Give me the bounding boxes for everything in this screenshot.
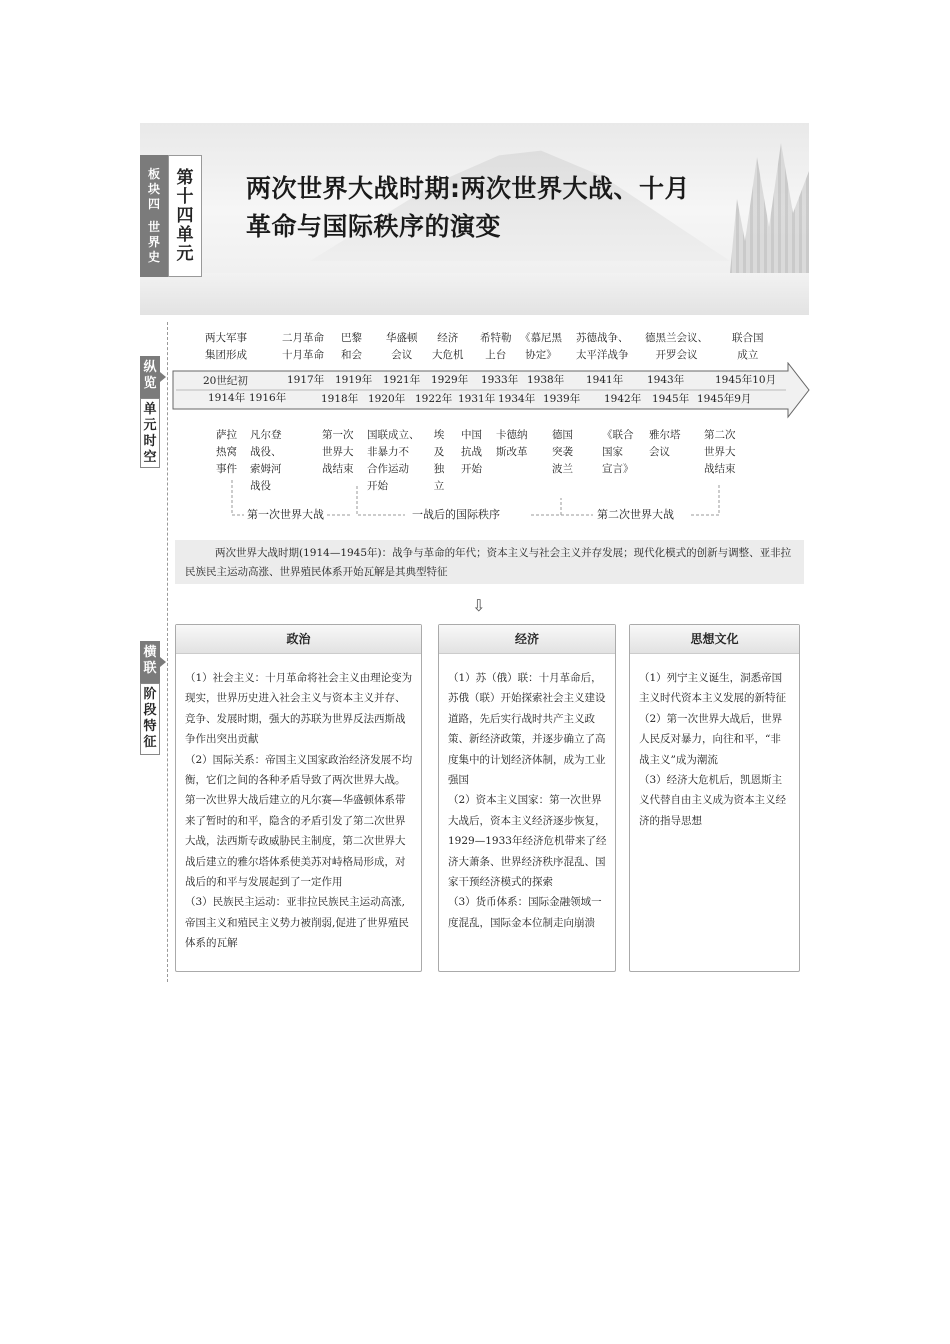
event-label: 中国 抗战 开始 <box>461 429 482 475</box>
event-label: 卡德纳 斯改革 <box>496 429 528 458</box>
tab-char: 空 <box>143 450 157 465</box>
event-label: 凡尔登 战役、 索姆河 战役 <box>250 429 282 492</box>
title-line: 革命与国际秩序的演变 <box>246 212 502 241</box>
link-tab-top <box>140 641 160 683</box>
unit-char: 单 <box>176 224 194 245</box>
column-paragraph: （2）资本主义国家：第一次世界大战后，资本主义经济逐步恢复，1929—1933年经济危机带来了经济大萧条、世界经济秩序混乱、国家干预经济模式的探索 <box>448 794 607 889</box>
column-culture <box>629 624 800 972</box>
year-label: 1933年 <box>481 374 519 386</box>
tab-char: 纵 <box>143 360 157 375</box>
event-label: 华盛顿 会议 <box>386 332 418 361</box>
year-label: 1939年 <box>543 393 581 405</box>
unit-char: 十 <box>176 186 194 207</box>
column-title: 思想文化 <box>630 625 799 654</box>
year-label: 1945年10月 <box>715 374 777 386</box>
event-label: 联合国 成立 <box>732 332 764 361</box>
tab-char: 征 <box>143 735 157 750</box>
column-paragraph: （2）第一次世界大战后，世界人民反对暴力，向往和平，“非战主义”成为潮流 <box>639 712 783 766</box>
board-char: 板 <box>147 167 160 181</box>
column-politics <box>175 624 422 972</box>
event-label: 两大军事 集团形成 <box>205 332 247 361</box>
tab-char: 元 <box>143 418 157 433</box>
column-paragraph: （3）经济大危机后，凯恩斯主义代替自由主义成为资本主义经济的指导思想 <box>639 774 786 827</box>
year-label: 1929年 <box>431 374 469 386</box>
event-label: 德黑兰会议、 开罗会议 <box>645 332 708 361</box>
event-label: 苏德战争、 太平洋战争 <box>576 332 629 361</box>
year-label: 1920年 <box>368 393 406 405</box>
year-label: 1921年 <box>383 374 421 386</box>
year-label: 1941年 <box>586 374 624 386</box>
tab-char: 横 <box>143 645 157 660</box>
tab-char: 阶 <box>143 687 157 702</box>
board-char: 世 <box>147 220 160 234</box>
event-label: 二月革命 十月革命 <box>282 332 324 361</box>
board-char: 块 <box>147 182 160 196</box>
year-label: 1918年 <box>321 393 359 405</box>
column-paragraph: （1）苏（俄）联：十月革命后，苏俄（联）开始探索社会主义建设道路，先后实行战时共产主义政策、新经济政策，并逐步确立了高度集中的计划经济体制，成为工业强国 <box>448 672 606 787</box>
overview-tab-bottom <box>140 398 160 468</box>
tab-char: 时 <box>143 434 157 449</box>
column-title: 政治 <box>176 625 421 654</box>
year-label: 1945年 <box>652 393 690 405</box>
year-label: 1934年 <box>498 393 536 405</box>
column-title: 经济 <box>439 625 615 654</box>
event-label: 雅尔塔 会议 <box>649 429 681 458</box>
tab-char: 特 <box>143 719 157 734</box>
period-summary: 两次世界大战时期(1914—1945年)：战争与革命的年代；资本主义与社会主义并存发展；现代化模式的创新与调整、亚非拉民族民主运动高涨、世界殖民体系开始瓦解是其典型特征 <box>175 540 804 584</box>
year-label: 1916年 <box>249 392 287 404</box>
event-label: 希特勒 上台 <box>480 332 512 361</box>
overview-tab-top <box>140 356 160 398</box>
tab-char: 联 <box>143 661 157 676</box>
phase-label: 第一次世界大战 <box>244 506 327 522</box>
event-label: 巴黎 和会 <box>341 332 362 361</box>
down-arrow-icon: ⇩ <box>472 596 486 615</box>
column-paragraph: （2）国际关系：帝国主义国家政治经济发展不均衡，它们之间的各种矛盾导致了两次世界大战。第一次世界大战后建立的凡尔赛—华盛顿体系带来了暂时的和平，隐含的矛盾引发了第二次世界大战，法西斯专政威胁民主制度，第二次世界大战后建立的雅尔塔体系使美苏对峙格局形成，对战后的和平与发展起到了一定作用 <box>185 753 413 889</box>
year-label: 1919年 <box>335 374 373 386</box>
year-label: 1917年 <box>287 374 325 386</box>
board-char: 四 <box>147 197 160 211</box>
column-paragraph: （1）社会主义：十月革命将社会主义由理论变为现实，世界历史进入社会主义与资本主义并存、竞争、发展时期，强大的苏联为世界反法西斯战争作出突出贡献 <box>185 672 413 746</box>
banner-ground <box>140 273 809 315</box>
column-paragraph: （3）货币体系：国际金融领域一度混乱，国际金本位制走向崩溃 <box>448 896 602 929</box>
phase-label: 一战后的国际秩序 <box>409 506 503 522</box>
board-char: 界 <box>147 235 160 249</box>
event-label: 国联成立、 非暴力不 合作运动 开始 <box>367 429 420 492</box>
column-paragraph: （3）民族民主运动：亚非拉民族民主运动高涨,帝国主义和殖民主义势力被削弱,促进了世界殖民体系的瓦解 <box>185 896 409 950</box>
unit-char: 元 <box>176 243 194 264</box>
event-label: 萨拉 热窝 事件 <box>216 429 237 475</box>
event-label: 经济 大危机 <box>432 332 464 361</box>
column-economy <box>438 624 616 972</box>
board-label <box>140 155 168 277</box>
tab-char: 单 <box>143 402 157 417</box>
unit-char: 四 <box>176 205 194 226</box>
event-label: 德国 突袭 波兰 <box>552 429 573 475</box>
year-label: 1945年9月 <box>697 393 752 405</box>
title-line: 两次世界大战时期:两次世界大战、十月 <box>246 174 690 203</box>
side-dashed-line <box>167 322 168 982</box>
event-label: 《联合 国家 宣言》 <box>602 429 634 475</box>
event-label: 《慕尼黑 协定》 <box>520 332 562 361</box>
year-label: 1922年 <box>415 393 453 405</box>
tab-char: 段 <box>143 703 157 718</box>
phase-label: 第二次世界大战 <box>594 506 677 522</box>
year-label: 1942年 <box>604 393 642 405</box>
column-paragraph: （1）列宁主义诞生，洞悉帝国主义时代资本主义发展的新特征 <box>639 672 786 705</box>
year-label: 1943年 <box>647 374 685 386</box>
link-tab-bottom <box>140 683 160 755</box>
board-char: 史 <box>147 250 160 264</box>
unit-label <box>168 155 202 277</box>
year-label: 1938年 <box>527 374 565 386</box>
overview-tab-pointer <box>160 372 166 382</box>
event-label: 第一次 世界大 战结束 <box>322 429 354 475</box>
tab-char: 览 <box>143 376 157 391</box>
unit-char: 第 <box>176 167 194 188</box>
year-label: 20世纪初 <box>203 375 248 387</box>
page-title <box>246 170 766 246</box>
year-label: 1931年 <box>458 393 496 405</box>
event-label: 埃 及 独 立 <box>433 429 445 492</box>
link-tab-pointer <box>160 657 166 667</box>
event-label: 第二次 世界大 战结束 <box>704 429 736 475</box>
year-label: 1914年 <box>208 392 246 404</box>
